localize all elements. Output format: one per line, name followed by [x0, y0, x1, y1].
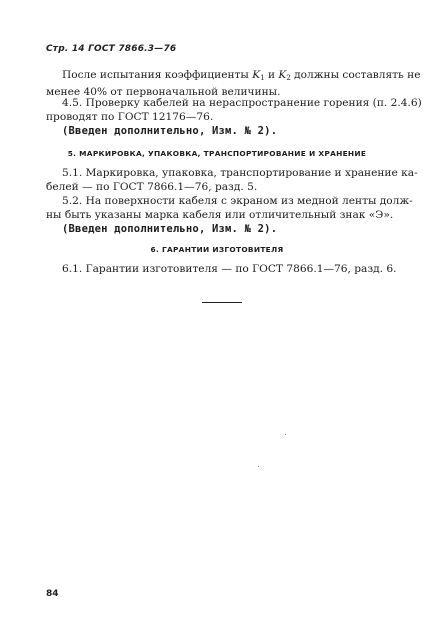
paragraph-line: 6.1. Гарантии изготовителя — по ГОСТ 7866.1—76, разд. 6. — [62, 263, 397, 275]
scan-speck — [258, 466, 259, 467]
coefficient-k2: K — [278, 69, 287, 81]
coefficient-k1-subscript: 1 — [260, 74, 265, 82]
paragraph-4-5 — [46, 96, 422, 138]
amendment-note: (Введен дополнительно, Изм. № 2). — [62, 125, 278, 137]
page-number: 84 — [46, 589, 59, 599]
coefficient-k2-subscript: 2 — [286, 74, 291, 82]
page-header: Стр. 14 ГОСТ 7866.3—76 — [46, 44, 177, 54]
text-fragment: и — [264, 69, 279, 81]
section-heading-6: 6. ГАРАНТИИ ИЗГОТОВИТЕЛЯ — [150, 245, 284, 254]
section-heading-5: 5. МАРКИРОВКА, УПАКОВКА, ТРАНСПОРТИРОВАНИЕ И ХРАНЕНИЕ — [67, 149, 367, 158]
end-rule — [202, 302, 242, 303]
paragraph-6-1 — [46, 262, 397, 276]
amendment-note: (Введен дополнительно, Изм. № 2). — [62, 223, 278, 235]
scan-speck — [285, 434, 286, 435]
paragraph-coefficients — [46, 68, 421, 99]
paragraph-line: проводят по ГОСТ 12176—76. — [46, 111, 214, 123]
paragraph-line: менее 40% от первоначальной величины. — [46, 86, 281, 98]
paragraph-line: 4.5. Проверку кабелей на нераспространение горения (п. 2.4.6) — [62, 97, 422, 109]
paragraph-line: 5.1. Маркировка, упаковка, транспортирование и хранение ка- — [62, 167, 418, 179]
paragraph-line — [46, 68, 421, 85]
text-fragment: должны составлять не — [290, 69, 421, 81]
text-fragment: После испытания коэффициенты — [62, 69, 253, 81]
paragraph-line: ны быть указаны марка кабеля или отличительный знак «Э». — [46, 209, 394, 221]
coefficient-k1: K — [252, 69, 261, 81]
paragraph-5-2 — [46, 194, 413, 236]
paragraph-5-1 — [46, 166, 418, 194]
paragraph-line: белей — по ГОСТ 7866.1—76, разд. 5. — [46, 181, 258, 193]
paragraph-line: 5.2. На поверхности кабеля с экраном из медной ленты долж- — [62, 195, 413, 207]
